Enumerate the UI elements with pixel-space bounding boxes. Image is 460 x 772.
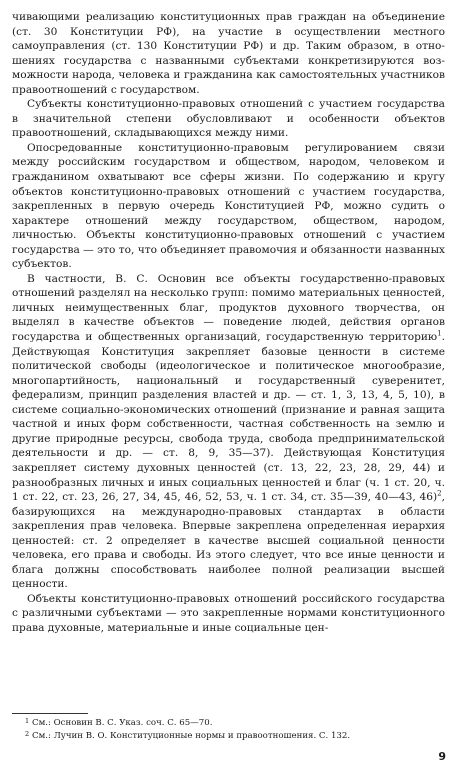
footnote-ref: 2 — [437, 489, 442, 498]
paragraph — [12, 272, 445, 592]
paragraph-text: Субъекты конституционно-правовых отношений с участием государства в значительной степени обусловливают и особенности объектов правоотношений, складывающихся между ними. — [12, 98, 445, 140]
footnotes — [12, 717, 445, 743]
footnote-1 — [12, 717, 445, 730]
paragraph-text: Объекты конституционно-правовых отношений российского государства с различными субъектами — это закрепленные нормами конституционного права духовные, материальные и иные социальные цен- — [12, 592, 445, 634]
footnote-text: См.: Лучин В. О. Конституционные нормы и правоотношения. С. 132. — [32, 731, 351, 741]
footnote-divider — [12, 713, 88, 714]
page-body — [12, 10, 445, 636]
footnote-text: См.: Основин В. С. Указ. соч. С. 65—70. — [32, 718, 213, 728]
footnote-ref: 1 — [437, 329, 442, 338]
footnote-mark: 1 — [25, 717, 30, 725]
paragraph-text: В частности, В. С. Основин все объекты государственно-правовых отношений разделял на несколько групп: помимо материальных ценностей, личных неимущественных благ, продуктов духовного творчества, он выделял в качестве объектов — поведение людей, действия органов государства и общественных организаций, государственную территорию — [12, 272, 445, 344]
paragraph-text: чивающими реализацию конституционных прав граждан на объединение (ст. 30 Конституции РФ), на участие в осуществлении местного самоуправления (ст. 130 Конституции РФ) и др. Таким образом, в отношениях государства с названными субъектами конкретизируются возможности народа, человека и гражданина как самостоятельных участников правоотношений с государством. — [12, 11, 445, 96]
paragraph-text: , базирующихся на международно-правовых стандартах в области закрепления прав человека. Впервые закреплена определенная иерархия ценностей: ст. 2 определяет в качестве высшей социальной ценности человека, его права и свободы. Из этого следует, что все иные ценности и блага должны способствовать наиболее полной реализации высшей ценности. — [12, 491, 445, 591]
paragraph — [12, 141, 445, 272]
paragraph — [12, 592, 445, 636]
paragraph — [12, 10, 445, 97]
paragraph — [12, 97, 445, 141]
footnote-mark: 2 — [25, 730, 30, 738]
page-number: 9 — [438, 750, 446, 763]
paragraph-text: . Действующая Конституция закрепляет базовые ценности в системе политической свободы (идеологическое и политическое многообразие, многопартийность, национальный и государственный суверенитет, федерализм, принцип разделения властей и др. — ст. 1, 3, 13, 4, 5, 10), в системе социально-экономических отношений (признание и равная защита частной и иных форм собственности, частная собственность на землю и другие природные ресурсы, свобода труда, свобода предпринимательской деятельности и др. — ст. 8, 9, 35—37). Действующая Конституция закрепляет систему духовных ценностей (ст. 13, 22, 23, 28, 29, 44) и разнообразных личных и иных социальных ценностей и благ (ч. 1 ст. 20, ч. 1 ст. 22, ст. 23, 26, 27, 34, 45, 46, 52, 53, ч. 1 ст. 34, ст. 35—39, 40—43, 46) — [12, 331, 445, 504]
footnote-2 — [12, 730, 445, 743]
paragraph-text: Опосредованные конституционно-правовым регулированием связи между российским государством и обществом, народом, человеком и гражданином охватывают все сферы жизни. По содержанию и кругу объектов конституционно-правовых отношений с участием государства, закрепленных в первую очередь Конституцией РФ, можно судить о характере отношений между государством, обществом, народом, личностью. Объекты конституционно-правовых отношений с участием государства — это то, что объединяет правомочия и обязанности названных субъектов. — [12, 141, 445, 271]
main-text — [12, 10, 445, 636]
